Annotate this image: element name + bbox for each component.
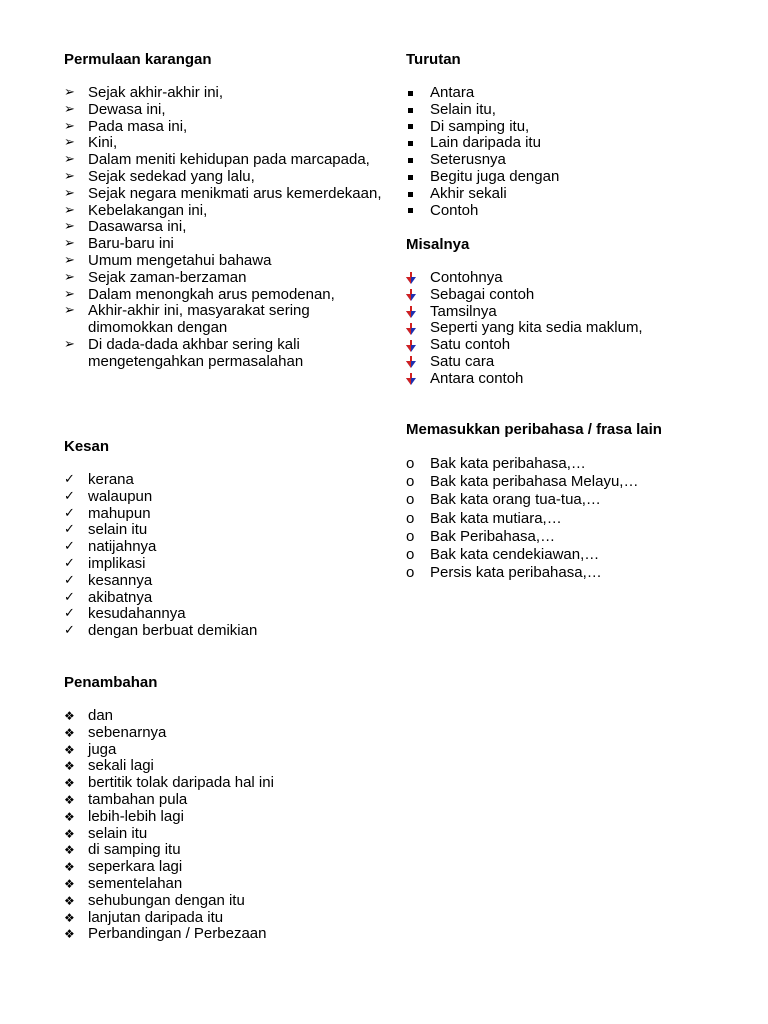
diamond-bullet-icon: ❖: [64, 776, 75, 791]
list-item: [64, 219, 384, 236]
list-item-text: Antara contoh: [430, 369, 524, 387]
list-item: [64, 119, 384, 136]
list-item-text: sekali lagi: [88, 757, 154, 775]
list-item-text: Sejak sedekad yang lalu,: [88, 167, 255, 185]
arrow-bullet-icon: ➢: [64, 303, 75, 319]
section-peribahasa: [406, 421, 746, 582]
checkmark-icon: ✓: [64, 472, 75, 487]
list-item: [64, 573, 384, 590]
list-item: [406, 152, 746, 169]
list-item: [64, 253, 384, 270]
list-item-text: Bak kata peribahasa Melayu,…: [430, 473, 639, 491]
list-item-text: kesannya: [88, 571, 153, 589]
list-item: [64, 926, 384, 943]
list-item: [64, 337, 384, 371]
section-permulaan-karangan: [64, 51, 384, 371]
list-item: [64, 472, 384, 489]
arrow-bullet-icon: ➢: [64, 152, 75, 168]
arrow-bullet-icon: ➢: [64, 286, 75, 302]
checkmark-icon: ✓: [64, 589, 75, 605]
list-item: [64, 152, 384, 169]
list-item-text: Tamsilnya: [430, 302, 497, 320]
list-item: [406, 371, 746, 388]
diamond-bullet-icon: ❖: [64, 792, 75, 807]
list-item-text: Bak kata orang tua-tua,…: [430, 491, 601, 509]
section-title: Penambahan: [64, 674, 158, 691]
list-item-text: Di samping itu,: [430, 117, 530, 135]
list-item: [406, 564, 746, 582]
arrow-bullet-icon: ➢: [64, 336, 75, 352]
checkmark-icon: ✓: [64, 572, 75, 588]
list-item: [64, 758, 384, 775]
list-item-text: Antara: [430, 84, 475, 101]
list-item-text: Sejak akhir-akhir ini,: [88, 84, 224, 101]
list-item: [406, 102, 746, 119]
list-item-text: selain itu: [88, 824, 148, 842]
list-item-text: kerana: [88, 471, 134, 488]
list-item-text: Begitu juga dengan: [430, 167, 560, 185]
list-item-text: Dalam meniti kehidupan pada marcapada,: [88, 151, 370, 169]
list-item: [406, 491, 746, 509]
list-item: [406, 455, 746, 473]
list-item: [64, 102, 384, 119]
list-item: [64, 725, 384, 742]
list-item-text: Satu contoh: [430, 336, 511, 354]
list-item-text: Kini,: [88, 134, 118, 152]
list-item-text: sehubungan dengan itu: [88, 891, 245, 909]
circle-bullet-icon: o: [406, 509, 415, 527]
list-item: [64, 792, 384, 809]
list-item: [406, 510, 746, 528]
square-bullet-icon: [406, 135, 422, 152]
list-turutan: [406, 85, 746, 219]
list-item-text: dengan berbuat demikian: [88, 622, 258, 640]
checkmark-icon: ✓: [64, 606, 75, 622]
checkmark-icon: ✓: [64, 522, 75, 538]
diamond-bullet-icon: ❖: [64, 725, 75, 740]
diamond-bullet-icon: ❖: [64, 742, 75, 757]
list-item-text: Umum mengetahui bahawa: [88, 251, 272, 269]
arrow-bullet-icon: ➢: [64, 236, 75, 252]
list-item: [406, 320, 746, 337]
section-title: Turutan: [406, 51, 461, 68]
down-arrow-icon: [406, 270, 422, 287]
list-item-text: kesudahannya: [88, 605, 186, 623]
down-arrow-icon: [406, 320, 422, 337]
diamond-bullet-icon: ❖: [64, 809, 75, 824]
checkmark-icon: ✓: [64, 623, 75, 639]
list-item-text: dan: [88, 707, 114, 724]
list-item: [64, 489, 384, 506]
list-item: [64, 606, 384, 623]
list-item-text: selain itu: [88, 521, 148, 539]
list-item: [64, 859, 384, 876]
list-item: [64, 826, 384, 843]
list-item: [406, 270, 746, 287]
list-item-text: Bak kata peribahasa,…: [430, 455, 586, 472]
list-item-text: Pada masa ini,: [88, 117, 188, 135]
square-bullet-icon: [406, 169, 422, 186]
circle-bullet-icon: o: [406, 455, 415, 472]
list-item-text: sebenarnya: [88, 723, 167, 741]
section-turutan: [406, 51, 746, 219]
list-misalnya: [406, 270, 746, 388]
square-bullet-icon: [406, 203, 422, 220]
list-item-text: mahupun: [88, 504, 151, 522]
list-item-text: Seterusnya: [430, 151, 506, 169]
list-kesan: [64, 472, 384, 640]
list-item: [406, 473, 746, 491]
list-item: [64, 522, 384, 539]
list-item-text: Contoh: [430, 201, 479, 219]
list-item: [64, 236, 384, 253]
diamond-bullet-icon: ❖: [64, 826, 75, 841]
arrow-bullet-icon: ➢: [64, 85, 75, 100]
arrow-bullet-icon: ➢: [64, 252, 75, 268]
section-title: Memasukkan peribahasa / frasa lain: [406, 421, 662, 438]
circle-bullet-icon: o: [406, 491, 415, 509]
list-item: [64, 506, 384, 523]
checkmark-icon: ✓: [64, 555, 75, 571]
list-item: [406, 169, 746, 186]
list-item-text: lebih-lebih lagi: [88, 807, 184, 825]
list-item-text: Contohnya: [430, 269, 503, 286]
list-item: [64, 910, 384, 927]
list-item-text: di samping itu: [88, 841, 181, 859]
list-item: [406, 304, 746, 321]
list-item-text: juga: [88, 740, 117, 758]
list-item: [64, 135, 384, 152]
section-kesan: [64, 438, 384, 640]
list-item: [406, 337, 746, 354]
list-item-text: Lain daripada itu: [430, 134, 541, 152]
section-title: Kesan: [64, 438, 110, 455]
circle-bullet-icon: o: [406, 473, 415, 491]
diamond-bullet-icon: ❖: [64, 910, 75, 925]
list-item: [406, 186, 746, 203]
down-arrow-icon: [406, 304, 422, 321]
list-item: [406, 528, 746, 546]
diamond-bullet-icon: ❖: [64, 927, 75, 942]
down-arrow-icon: [406, 337, 422, 354]
list-item-text: Akhir-akhir ini, masyarakat sering dimomokkan dengan: [88, 302, 310, 337]
list-item-text: natijahnya: [88, 538, 157, 556]
list-item-text: Sejak negara menikmati arus kemerdekaan,: [88, 184, 382, 202]
list-item-text: lanjutan daripada itu: [88, 908, 224, 926]
list-item-text: Dasawarsa ini,: [88, 218, 187, 236]
list-item: [64, 287, 384, 304]
list-item: [64, 186, 384, 203]
down-arrow-icon: [406, 371, 422, 388]
list-item-text: Sebagai contoh: [430, 285, 535, 303]
diamond-bullet-icon: ❖: [64, 876, 75, 891]
checkmark-icon: ✓: [64, 488, 75, 504]
list-penambahan: [64, 708, 384, 943]
list-item-text: Sejak zaman-berzaman: [88, 268, 247, 286]
list-item-text: Bak kata cendekiawan,…: [430, 546, 600, 564]
checkmark-icon: ✓: [64, 505, 75, 521]
list-item: [64, 708, 384, 725]
square-bullet-icon: [406, 102, 422, 119]
list-item-text: Dewasa ini,: [88, 100, 166, 118]
list-item: [64, 809, 384, 826]
list-item: [64, 893, 384, 910]
list-item-text: implikasi: [88, 554, 146, 572]
list-item-text: seperkara lagi: [88, 858, 183, 876]
list-item-text: Bak Peribahasa,…: [430, 527, 556, 545]
list-item: [64, 303, 384, 337]
list-item: [64, 623, 384, 640]
arrow-bullet-icon: ➢: [64, 135, 75, 151]
arrow-bullet-icon: ➢: [64, 202, 75, 218]
list-item: [64, 742, 384, 759]
list-item-text: Bak kata mutiara,…: [430, 509, 562, 527]
arrow-bullet-icon: ➢: [64, 269, 75, 285]
list-item-text: walaupun: [88, 487, 153, 505]
diamond-bullet-icon: ❖: [64, 759, 75, 774]
list-item-text: Perbandingan / Perbezaan: [88, 925, 267, 943]
list-item-text: Satu cara: [430, 352, 495, 370]
list-item: [64, 842, 384, 859]
checkmark-icon: ✓: [64, 539, 75, 555]
diamond-bullet-icon: ❖: [64, 860, 75, 875]
arrow-bullet-icon: ➢: [64, 101, 75, 117]
list-item: [64, 270, 384, 287]
circle-bullet-icon: o: [406, 527, 415, 545]
diamond-bullet-icon: ❖: [64, 893, 75, 908]
list-item: [406, 135, 746, 152]
list-item: [64, 85, 384, 102]
list-item: [406, 203, 746, 220]
list-item-text: Baru-baru ini: [88, 235, 174, 253]
list-item: [64, 556, 384, 573]
arrow-bullet-icon: ➢: [64, 185, 75, 201]
list-item: [64, 539, 384, 556]
list-permulaan: [64, 85, 384, 371]
down-arrow-icon: [406, 354, 422, 371]
section-title: Permulaan karangan: [64, 51, 212, 68]
list-item-text: Dalam menongkah arus pemodenan,: [88, 285, 335, 303]
arrow-bullet-icon: ➢: [64, 219, 75, 235]
square-bullet-icon: [406, 85, 422, 102]
list-item: [64, 169, 384, 186]
list-item-text: sementelahan: [88, 874, 183, 892]
list-item: [406, 354, 746, 371]
list-item: [406, 546, 746, 564]
arrow-bullet-icon: ➢: [64, 168, 75, 184]
square-bullet-icon: [406, 119, 422, 136]
list-item-text: tambahan pula: [88, 790, 188, 808]
list-item-text: Akhir sekali: [430, 184, 507, 202]
list-item: [64, 590, 384, 607]
section-title: Misalnya: [406, 236, 470, 253]
list-item: [406, 85, 746, 102]
list-item-text: Persis kata peribahasa,…: [430, 564, 602, 582]
section-penambahan: [64, 674, 384, 943]
diamond-bullet-icon: ❖: [64, 843, 75, 858]
list-item-text: akibatnya: [88, 588, 153, 606]
circle-bullet-icon: o: [406, 564, 415, 582]
arrow-bullet-icon: ➢: [64, 118, 75, 134]
list-item: [406, 287, 746, 304]
list-item-text: Di dada-dada akhbar sering kali mengetengahkan permasalahan: [88, 335, 304, 370]
list-item-text: bertitik tolak daripada hal ini: [88, 774, 274, 792]
list-item-text: Selain itu,: [430, 100, 496, 118]
diamond-bullet-icon: ❖: [64, 709, 75, 723]
list-item: [406, 119, 746, 136]
list-peribahasa: [406, 455, 746, 582]
list-item: [64, 876, 384, 893]
list-item: [64, 203, 384, 220]
square-bullet-icon: [406, 152, 422, 169]
list-item-text: Kebelakangan ini,: [88, 201, 208, 219]
list-item-text: Seperti yang kita sedia maklum,: [430, 319, 643, 337]
square-bullet-icon: [406, 186, 422, 203]
list-item: [64, 775, 384, 792]
circle-bullet-icon: o: [406, 546, 415, 564]
section-misalnya: [406, 236, 746, 388]
down-arrow-icon: [406, 287, 422, 304]
